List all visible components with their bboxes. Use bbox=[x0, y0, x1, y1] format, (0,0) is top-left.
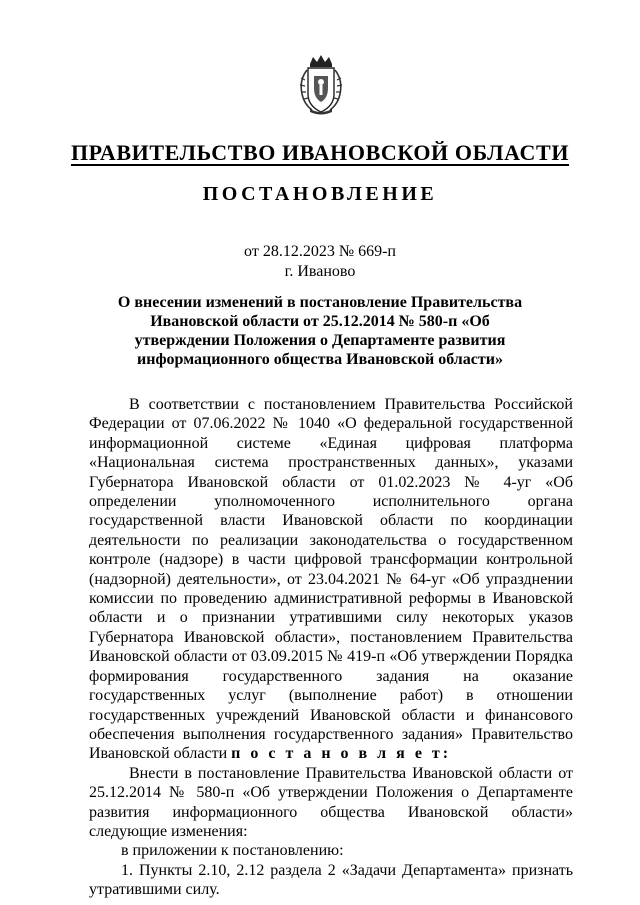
coat-of-arms-emblem bbox=[296, 54, 346, 116]
annex-paragraph: в приложении к постановлению: bbox=[121, 842, 344, 860]
item-1-paragraph: 1. Пункты 2.10, 2.12 раздела 2 «Задачи Департамента» признать утратившими силу. bbox=[89, 861, 573, 899]
document-type: ПОСТАНОВЛЕНИЕ bbox=[202, 183, 438, 205]
document-body bbox=[89, 395, 573, 900]
preamble-text: В соответствии с постановлением Правительства Российской Федерации от 07.06.2022 № 1040 «О федеральной государственной информационной системе «Единая цифровая платформа «Национальная система пространственных данных», указами Губернатора Ивановской области от 01.02.2023 № 4-уг «Об определении уполномоченного исполнительного органа государственной власти Ивановской области по координации деятельности по реализации законодательства о государственном контроле (надзоре) в части цифровой трансформации контрольной (надзорной) деятельности», от 23.04.2021 № 64-уг «Об упразднении комиссии по проведению административной реформы в Ивановской области и о признании утратившими силу некоторых указов Губернатора Ивановской области», постановлением Правительства Ивановской области от 03.09.2015 № 419-п «Об утверждении Порядка формирования государственного задания на оказание государственных услуг (выполнение работ) в отношении государственных учреждений Ивановской области и финансового обеспечения выполнения государственного задания» Правительство Ивановской области bbox=[89, 396, 573, 763]
preamble-paragraph bbox=[89, 395, 573, 764]
amendment-paragraph: Внести в постановление Правительства Ивановской области от 25.12.2014 № 580-п «Об утверждении Положения о Департаменте развития информационного общества Ивановской области» следующие изменения: bbox=[89, 764, 573, 840]
resolves-word: п о с т а н о в л я е т: bbox=[231, 745, 452, 763]
document-subject: О внесении изменений в постановление Правительства Ивановской области от 25.12.2014 № 580-п «Об утверждении Положения о Департаменте развития информационного общества Ивановской области» bbox=[117, 294, 523, 368]
organization-title: ПРАВИТЕЛЬСТВО ИВАНОВСКОЙ ОБЛАСТИ bbox=[70, 140, 570, 165]
document-date-number: от 28.12.2023 № 669-п bbox=[244, 243, 396, 260]
document-city: г. Иваново bbox=[284, 263, 356, 280]
